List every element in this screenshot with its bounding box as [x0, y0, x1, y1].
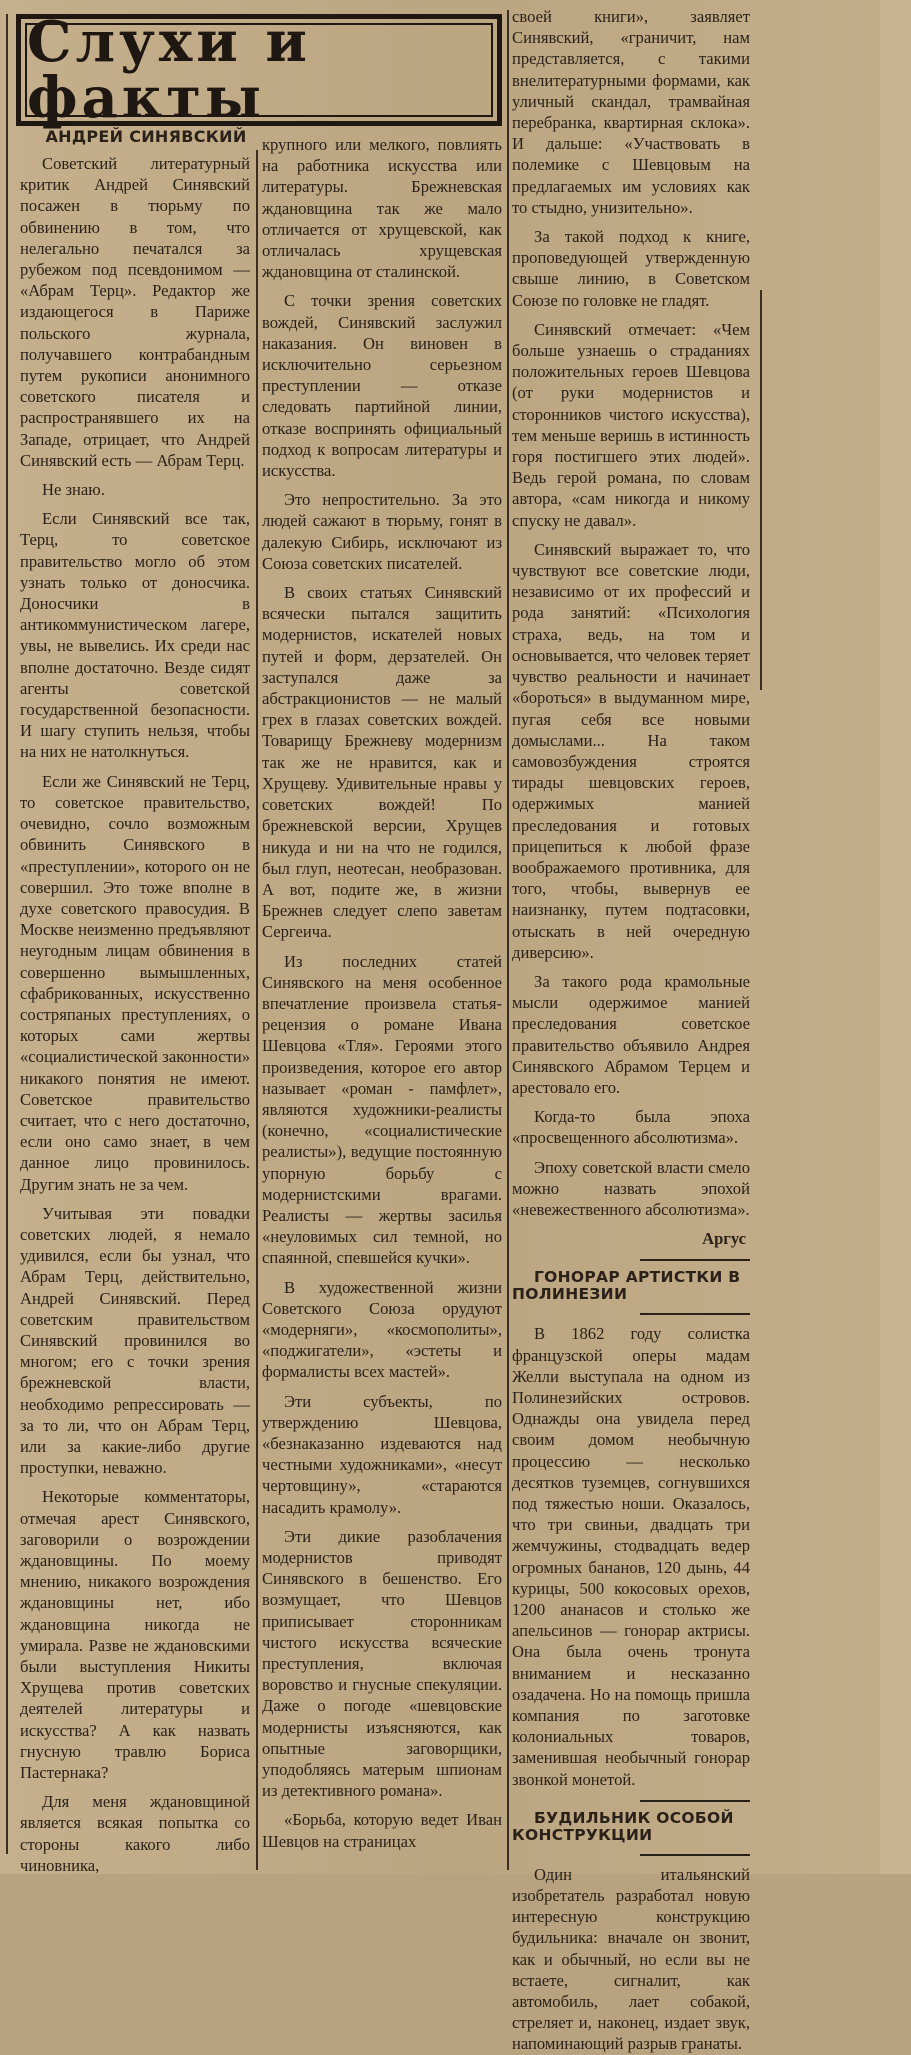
article-headline: АНДРЕЙ СИНЯВСКИЙ — [45, 127, 247, 146]
article-headline-alarm: БУДИЛЬНИК ОСОБОЙ КОНСТРУКЦИИ — [512, 1808, 734, 1844]
paragraph: Эти дикие разоблачения модернистов приводят Синявского в бешенство. Его возмущает, что Шевцов приписывает сторонникам чистого искусства всяческие преступления, включая воровство и гнусные спекуляции. Даже о погоде «шевцовские модернисты изъясняются, как опытные заговорщики, уподобляясь матерым шпионам из детективного романа». — [262, 1526, 502, 1801]
paragraph: Не знаю. — [42, 480, 105, 500]
paragraph: В своих статьях Синявский всячески пытался защитить модернистов, искателей новых путей и форм, дерзателей. Он заступался даже за абстракционистов — не малый грех в глазах советских вождей. Товарищу Брежневу модернизм так же не нравится, как и Хрущеву. Удивительные нравы у советских вождей! По брежневской версии, Хрущев никуда и ни на что не годился, был глуп, неотесан, необразован. А вот, подите же, в жизни Брежнев следует слепо заветам Сергеича. — [262, 583, 502, 942]
section-divider — [640, 1259, 750, 1261]
column-rule-2-3 — [507, 10, 509, 1870]
paragraph: своей книги», заявляет Синявский, «граничит, нам представляется, с такими внелитературными формами, как уличный скандал, трамвайная перебранка, квартирная склока». И дальше: «Участвовать в полемике с Шевцовым на предлагаемых им условиях как то стыдно, унизительно». — [512, 7, 750, 217]
paragraph: С точки зрения советских вождей, Синявский заслужил наказания. Он виновен в исключительно серьезном преступлении — отказе следовать партийной линии, отказе воспринять официальный подход к вопросам литературы и искусства. — [262, 291, 502, 481]
column-3 — [512, 6, 750, 2054]
paragraph: Советский литературный критик Андрей Синявский посажен в тюрьму по обвинению в том, что нелегально печатался за рубежом под псевдонимом — «Абрам Терц». Редактор же издающегося в Париже польского журнала, получавшего контрабандным путем рукописи анонимного советского писателя и распространявшего их на Западе, отрицает, что Андрей Синявский есть — Абрам Терц. — [20, 154, 250, 470]
column-rule-left — [6, 14, 8, 1854]
column-rule-1-2 — [256, 150, 258, 1870]
paragraph: В 1862 году солистка французской оперы мадам Желли выступала на одном из Полинезийских островов. Однажды она увидела перед своим домом необычную процессию — несколько десятков туземцев, согнувшихся под тяжестью ноши. Оказалось, что три свиньи, двадцать три жемчужины, стодвадцать ведер огромных бананов, 120 дынь, 44 курицы, 500 кокосовых орехов, 1200 ананасов и столько же апельсинов — гонорар актрисы. Она была очень тронута вниманием и несказанно озадачена. Но на помощь пришла компания по заготовке колониальных товаров, заменившая необычный гонорар звонкой монетой. — [512, 1324, 750, 1789]
paragraph: За такой подход к книге, проповедующей утвержденную свыше линию, в Советском Союзе по головке не гладят. — [512, 227, 750, 310]
column-rule-right — [760, 290, 762, 690]
page-margin — [880, 0, 911, 1874]
paragraph: В художественной жизни Советского Союза орудуют «модерняги», «космополиты», «поджигатели», «эстеты и формалисты всех мастей». — [262, 1277, 502, 1382]
paragraph: Эпоху советской власти смело можно назвать эпохой «невежественного абсолютизма». — [512, 1157, 750, 1219]
paragraph: Если Синявский все так, Терц, то советское правительство могло об этом узнать только от доносчика. Доносчики в антикоммунистическом лагере, увы, не вывелись. Их среди нас вполне достаточно. Везде сидят агенты советской государственной безопасности. И шагу ступить нельзя, чтобы на них не натолкнуться. — [20, 509, 250, 762]
paragraph: Это непростительно. За это людей сажают в тюрьму, гонят в далекую Сибирь, исключают из Союза советских писателей. — [262, 490, 502, 573]
paragraph: «Борьба, которую ведет Иван Шевцов на страницах — [262, 1810, 502, 1851]
masthead-title: Слухи и факты — [27, 9, 311, 131]
paragraph: Эти субъекты, по утверждению Шевцова, «безнаказанно издеваются над честными художниками», «несут чертовщину», «стараются насадить крамолу». — [262, 1391, 502, 1517]
paragraph: крупного или мелкого, повлиять на работника искусства или литературы. Брежневская ждановщина так же мало отличается от хрущевской, как отличалась хрущевская ждановщина от сталинской. — [262, 135, 502, 282]
column-2 — [262, 134, 502, 1874]
paragraph: Один итальянский изобретатель разработал новую интересную конструкцию будильника: вначале он звонит, как и обычный, но если вы не встаете, сигналит, как автомобиль, лает собакой, стреляет и, наконец, издает звук, напоминающий разрыв гранаты. — [512, 1864, 750, 2054]
column-1 — [20, 127, 250, 1875]
paragraph: Если же Синявский не Терц, то советское правительство, очевидно, сочло возможным обвинить Синявского в «преступлении», которого он не совершил. Это тоже вполне в духе советского правосудия. В Москве неизменно предъявляют неугодным лицам обвинения в совершенно вымышленных, сфабрикованных, искусственно состряпаных преступлениях, о которых сами жертвы «социалистической законности» никакого понятия не имеют. Советское правительство считает, что с него достаточно, если оно само знает, в чем данное лицо провинилось. Другим знать не за чем. — [20, 771, 250, 1194]
paragraph: Для меня ждановщиной является всякая попытка со стороны какого либо чиновника, — [20, 1792, 250, 1875]
section-divider — [640, 1854, 750, 1856]
paragraph: Некоторые комментаторы, отмечая арест Синявского, заговорили о возрождении ждановщины. По моему мнению, никакого возрождения ждановщины нет, ибо ждановщина никогда не умирала. Разве не ждановскими были выступления Никиты Хрущева против советских деятелей литературы и искусства? А как назвать гнусную травлю Бориса Пастернака? — [20, 1487, 250, 1783]
paragraph: Учитывая эти повадки советских людей, я немало удивился, если бы узнал, что Абрам Терц, действительно, Андрей Синявский. Перед советским правительством Синявский провинился во многом; его с точки зрения брежневской власти, необходимо репрессировать — за то ли, что он Абрам Терц, или за какие-либо другие проступки, неважно. — [20, 1203, 250, 1478]
paragraph: Синявский выражает то, что чувствуют все советские люди, независимо от их профессий и рода занятий: «Психология страха, ведь, на том и основывается, что человек теряет чувство реальности и начинает «бороться» в выдуманном мире, пугая себя все новыми домыслами... На таком самовозбуждения строятся тирады шевцовских героев, одержимых манией преследования и готовых прицепиться к любой фразе воображаемого противника, для того, чтобы, вывернув ее наизнанку, путем подтасовки, отыскать в ней очередную диверсию». — [512, 539, 750, 962]
author-signature: Аргус — [702, 1229, 746, 1249]
section-divider — [640, 1313, 750, 1315]
paragraph: Когда-то была эпоха «просвещенного абсолютизма». — [512, 1107, 750, 1148]
paragraph: Синявский отмечает: «Чем больше узнаешь о страданиях положительных героев Шевцова (от руки модернистов и сторонников чистого искусства), тем меньше веришь в истинность горя постигшего этих людей». Ведь герой романа, по словам автора, «сам никогда и никому спуску не давал». — [512, 319, 750, 530]
paragraph: За такого рода крамольные мысли одержимое манией преследования советское правительство объявило Андрея Синявского Абрамом Терцем и арестовало его. — [512, 971, 750, 1097]
article-headline-polynesia: ГОНОРАР АРТИСТКИ В ПОЛИНЕЗИИ — [512, 1268, 741, 1304]
paragraph: Из последних статей Синявского на меня особенное впечатление произвела статья-рецензия о романе Ивана Шевцова «Тля». Героями этого произведения, которое его автор называет «роман - памфлет», являются художники-реалисты (конечно, «социалистические реалисты»), ведущие постоянную упорную борьбу с модернистскими врагами. Реалисты — жертвы засилья «неуловимых сил темной, но спаянной, спевшейся кучки». — [262, 951, 502, 1268]
masthead-frame — [16, 9, 502, 131]
section-divider — [640, 1800, 750, 1802]
masthead-inner-frame — [25, 9, 493, 131]
